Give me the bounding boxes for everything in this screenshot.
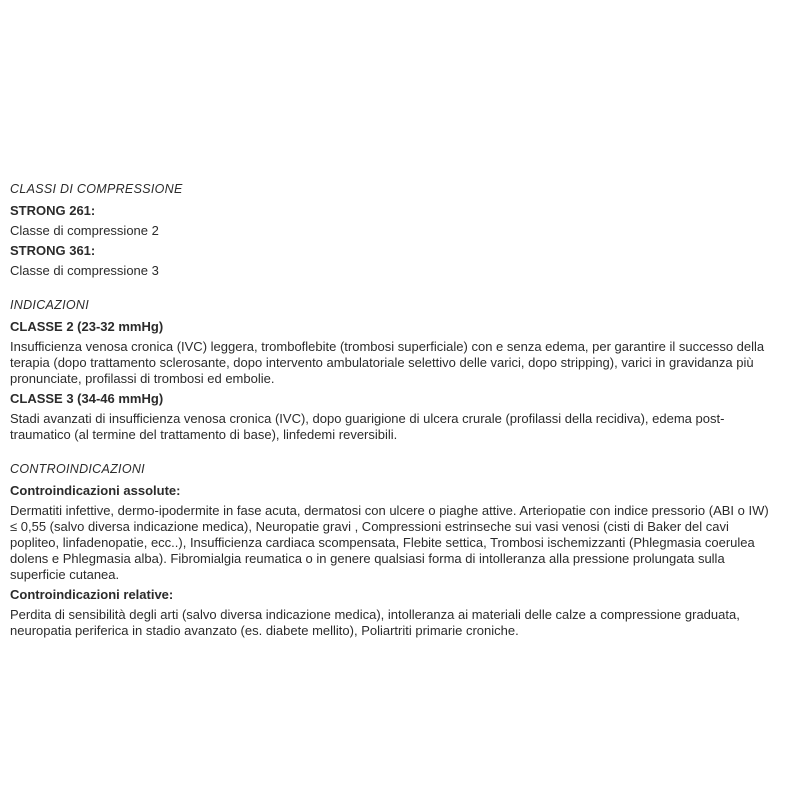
section-heading-indications: INDICAZIONI — [10, 298, 89, 312]
entry-label-absolute-contraindications: Controindicazioni assolute: — [10, 483, 181, 498]
section-heading-contraindications: CONTROINDICAZIONI — [10, 462, 145, 476]
entry-text-strong-361: Classe di compressione 3 — [10, 263, 159, 278]
entry-label-relative-contraindications: Controindicazioni relative: — [10, 587, 174, 602]
entry-text-absolute-contraindications: Dermatiti infettive, dermo-ipodermite in fase acuta, dermatosi con ulcere o piaghe attive. Arteriopatie con indice pressorio (ABI o IW) ≤ 0,55 (salvo diversa indicazione medica), Neuropatie gravi , Compressioni estrinseche sui vasi venosi (cisti di Baker del cavi popliteo, linfadenopatie, ecc..), Insufficienza cardiaca scompensata, Flebite settica, Trombosi ischemizzanti (Phlegmasia coerulea dolens e Phlegmasia alba). Fibromialgia reumatica o in genere qualsiasi forma di intolleranza alla pressione prolungata sulla superficie cutanea. — [10, 503, 769, 582]
entry-text-strong-261: Classe di compressione 2 — [10, 223, 159, 238]
entry-label-class-3: CLASSE 3 (34-46 mmHg) — [10, 391, 164, 406]
entry-text-relative-contraindications: Perdita di sensibilità degli arti (salvo diversa indicazione medica), intolleranza ai materiali delle calze a compressione graduata, neuropatia periferica in stadio avanzato (es. diabete mellito), Poliartriti primarie croniche. — [10, 607, 740, 638]
section-heading-compression-classes: CLASSI DI COMPRESSIONE — [10, 182, 183, 196]
entry-label-strong-361: STRONG 361: — [10, 243, 96, 258]
entry-text-class-3: Stadi avanzati di insufficienza venosa cronica (IVC), dopo guarigione di ulcera crurale (profilassi della recidiva), edema post-traumatico (al termine del trattamento di base), linfedemi reversibili. — [10, 411, 725, 442]
entry-label-strong-261: STRONG 261: — [10, 203, 96, 218]
entry-label-class-2: CLASSE 2 (23-32 mmHg) — [10, 319, 164, 334]
section-contraindications — [10, 461, 778, 639]
section-indications — [10, 297, 778, 443]
section-compression-classes — [10, 181, 778, 279]
entry-text-class-2: Insufficienza venosa cronica (IVC) leggera, tromboflebite (trombosi superficiale) con e senza edema, per garantire il successo della terapia (dopo trattamento sclerosante, dopo intervento ambulatoriale selettivo delle varici, dopo stripping), varici in gravidanza più pronunciate, profilassi di trombosi ed embolie. — [10, 339, 765, 386]
